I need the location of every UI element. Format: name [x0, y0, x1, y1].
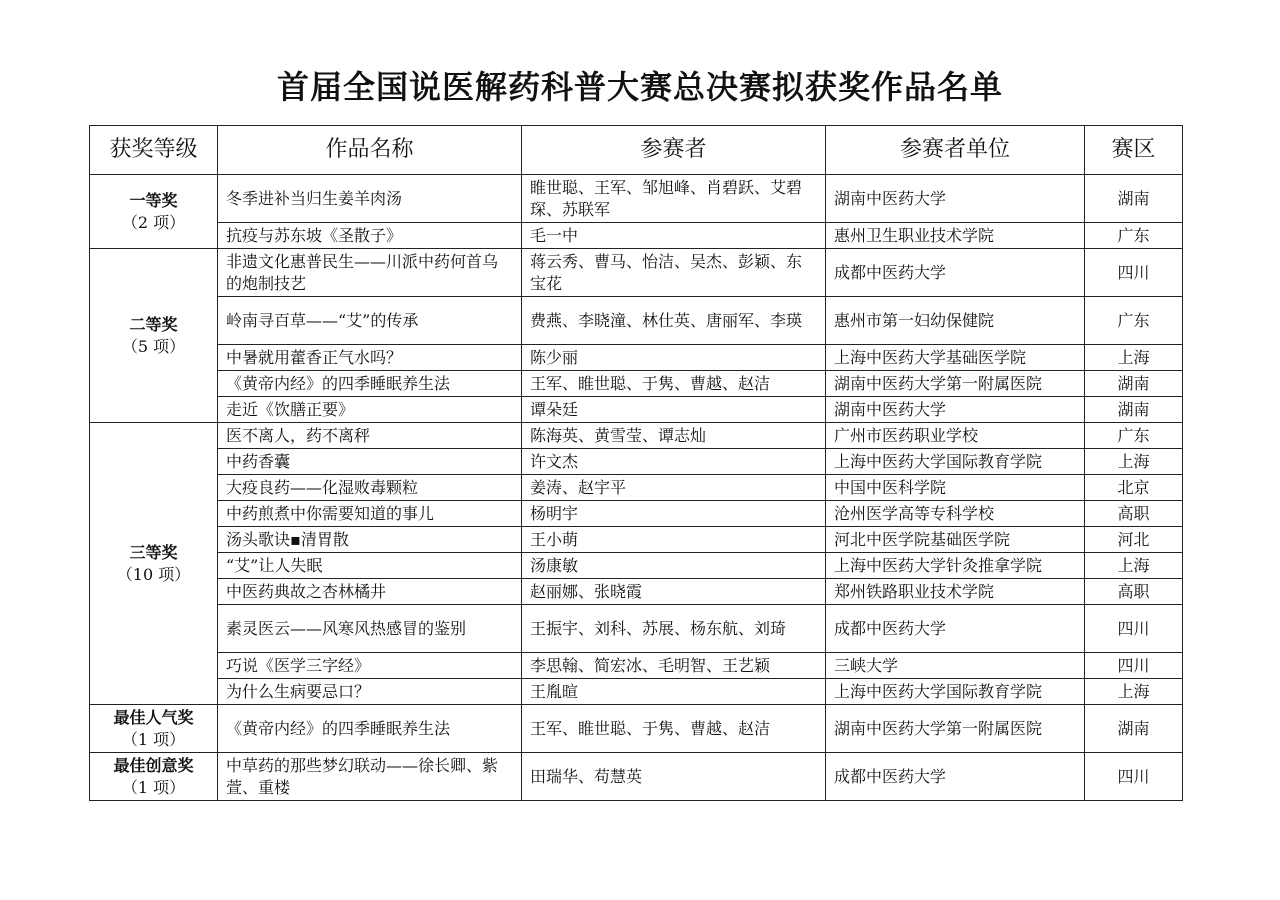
- work-title-cell: 中草药的那些梦幻联动——徐长卿、紫萱、重楼: [218, 753, 522, 801]
- region-cell: 广东: [1085, 423, 1183, 449]
- region-cell: 上海: [1085, 345, 1183, 371]
- table-row: [90, 553, 1183, 579]
- participants-cell: 王小萌: [522, 527, 826, 553]
- document-title: 首届全国说医解药科普大赛总决赛拟获奖作品名单: [276, 68, 1003, 106]
- region-cell: 四川: [1085, 753, 1183, 801]
- work-title-cell: 《黄帝内经》的四季睡眠养生法: [218, 705, 522, 753]
- work-title-cell: 岭南寻百草——“艾”的传承: [218, 297, 522, 345]
- work-title-cell: 中药煎煮中你需要知道的事儿: [218, 501, 522, 527]
- table-row: [90, 223, 1183, 249]
- award-level-count: （1 项）: [121, 729, 186, 749]
- header-organization: 参赛者单位: [826, 126, 1085, 175]
- table-row: [90, 249, 1183, 297]
- table-row: [90, 605, 1183, 653]
- participants-cell: 蒋云秀、曹马、怡洁、吴杰、彭颖、东宝花: [522, 249, 826, 297]
- region-cell: 高职: [1085, 501, 1183, 527]
- award-level-label: 最佳创意奖: [113, 755, 194, 775]
- table-row: [90, 679, 1183, 705]
- region-cell: 广东: [1085, 297, 1183, 345]
- table-row: [90, 297, 1183, 345]
- participants-cell: 王军、睢世聪、于隽、曹越、赵洁: [522, 371, 826, 397]
- work-title-cell: 中药香囊: [218, 449, 522, 475]
- region-cell: 四川: [1085, 249, 1183, 297]
- organization-cell: 三峡大学: [826, 653, 1085, 679]
- organization-cell: 上海中医药大学国际教育学院: [826, 449, 1085, 475]
- work-title-cell: 素灵医云——风寒风热感冒的鉴别: [218, 605, 522, 653]
- work-title-cell: 走近《饮膳正要》: [218, 397, 522, 423]
- participants-cell: 杨明宇: [522, 501, 826, 527]
- participants-cell: 陈海英、黄雪莹、谭志灿: [522, 423, 826, 449]
- region-cell: 北京: [1085, 475, 1183, 501]
- table-row: [90, 175, 1183, 223]
- participants-cell: 陈少丽: [522, 345, 826, 371]
- work-title-cell: 《黄帝内经》的四季睡眠养生法: [218, 371, 522, 397]
- award-level-cell: [90, 753, 218, 801]
- region-cell: 四川: [1085, 653, 1183, 679]
- participants-cell: 王胤暄: [522, 679, 826, 705]
- region-cell: 上海: [1085, 449, 1183, 475]
- region-cell: 四川: [1085, 605, 1183, 653]
- award-level-cell: [90, 249, 218, 423]
- award-level-cell: [90, 175, 218, 249]
- table-row: [90, 345, 1183, 371]
- award-level-count: （5 项）: [121, 336, 186, 356]
- table-row: [90, 753, 1183, 801]
- participants-cell: 王军、睢世聪、于隽、曹越、赵洁: [522, 705, 826, 753]
- award-level-cell: [90, 423, 218, 705]
- work-title-cell: 冬季进补当归生姜羊肉汤: [218, 175, 522, 223]
- work-title-cell: 非遗文化惠普民生——川派中药何首乌的炮制技艺: [218, 249, 522, 297]
- participants-cell: 汤康敏: [522, 553, 826, 579]
- region-cell: 河北: [1085, 527, 1183, 553]
- participants-cell: 许文杰: [522, 449, 826, 475]
- organization-cell: 沧州医学高等专科学校: [826, 501, 1085, 527]
- table-row: [90, 371, 1183, 397]
- header-row: [90, 126, 1183, 175]
- work-title-cell: 汤头歌诀▪清胃散: [218, 527, 522, 553]
- work-title-cell: 为什么生病要忌口？: [218, 679, 522, 705]
- work-title-cell: 大疫良药——化湿败毒颗粒: [218, 475, 522, 501]
- region-cell: 上海: [1085, 679, 1183, 705]
- table-row: [90, 501, 1183, 527]
- header-work-title: 作品名称: [218, 126, 522, 175]
- region-cell: 湖南: [1085, 397, 1183, 423]
- organization-cell: 中国中医科学院: [826, 475, 1085, 501]
- organization-cell: 成都中医药大学: [826, 249, 1085, 297]
- participants-cell: 田瑞华、苟慧英: [522, 753, 826, 801]
- organization-cell: 惠州卫生职业技术学院: [826, 223, 1085, 249]
- organization-cell: 郑州铁路职业技术学院: [826, 579, 1085, 605]
- table-row: [90, 653, 1183, 679]
- work-title-cell: “艾”让人失眠: [218, 553, 522, 579]
- participants-cell: 赵丽娜、张晓霞: [522, 579, 826, 605]
- organization-cell: 惠州市第一妇幼保健院: [826, 297, 1085, 345]
- organization-cell: 湖南中医药大学: [826, 397, 1085, 423]
- award-level-label: 二等奖: [129, 314, 178, 334]
- table-row: [90, 475, 1183, 501]
- participants-cell: 姜涛、赵宇平: [522, 475, 826, 501]
- header-participants: 参赛者: [522, 126, 826, 175]
- organization-cell: 成都中医药大学: [826, 753, 1085, 801]
- organization-cell: 湖南中医药大学: [826, 175, 1085, 223]
- region-cell: 湖南: [1085, 175, 1183, 223]
- participants-cell: 王振宇、刘科、苏展、杨东航、刘琦: [522, 605, 826, 653]
- awards-table: [89, 125, 1183, 801]
- work-title-cell: 巧说《医学三字经》: [218, 653, 522, 679]
- table-row: [90, 423, 1183, 449]
- award-level-label: 三等奖: [129, 542, 178, 562]
- participants-cell: 睢世聪、王军、邹旭峰、肖碧跃、艾碧琛、苏联军: [522, 175, 826, 223]
- region-cell: 高职: [1085, 579, 1183, 605]
- header-region: 赛区: [1085, 126, 1183, 175]
- award-level-label: 最佳人气奖: [113, 707, 194, 727]
- organization-cell: 上海中医药大学基础医学院: [826, 345, 1085, 371]
- awards-body: [90, 175, 1183, 801]
- table-row: [90, 579, 1183, 605]
- organization-cell: 湖南中医药大学第一附属医院: [826, 705, 1085, 753]
- participants-cell: 毛一中: [522, 223, 826, 249]
- work-title-cell: 医不离人，药不离秤: [218, 423, 522, 449]
- award-level-cell: [90, 705, 218, 753]
- award-level-count: （2 项）: [121, 212, 186, 232]
- organization-cell: 成都中医药大学: [826, 605, 1085, 653]
- participants-cell: 费燕、李晓潼、林仕英、唐丽军、李瑛: [522, 297, 826, 345]
- participants-cell: 李思翰、简宏冰、毛明智、王艺颖: [522, 653, 826, 679]
- region-cell: 上海: [1085, 553, 1183, 579]
- region-cell: 湖南: [1085, 371, 1183, 397]
- award-level-label: 一等奖: [129, 190, 178, 210]
- table-row: [90, 705, 1183, 753]
- award-level-count: （10 项）: [116, 564, 191, 584]
- table-row: [90, 397, 1183, 423]
- award-level-count: （1 项）: [121, 777, 186, 797]
- organization-cell: 广州市医药职业学校: [826, 423, 1085, 449]
- work-title-cell: 抗疫与苏东坡《圣散子》: [218, 223, 522, 249]
- organization-cell: 湖南中医药大学第一附属医院: [826, 371, 1085, 397]
- organization-cell: 上海中医药大学国际教育学院: [826, 679, 1085, 705]
- table-row: [90, 449, 1183, 475]
- organization-cell: 上海中医药大学针灸推拿学院: [826, 553, 1085, 579]
- work-title-cell: 中暑就用藿香正气水吗？: [218, 345, 522, 371]
- work-title-cell: 中医药典故之杏林橘井: [218, 579, 522, 605]
- region-cell: 广东: [1085, 223, 1183, 249]
- organization-cell: 河北中医学院基础医学院: [826, 527, 1085, 553]
- region-cell: 湖南: [1085, 705, 1183, 753]
- header-award-level: 获奖等级: [90, 126, 218, 175]
- table-row: [90, 527, 1183, 553]
- participants-cell: 谭朵廷: [522, 397, 826, 423]
